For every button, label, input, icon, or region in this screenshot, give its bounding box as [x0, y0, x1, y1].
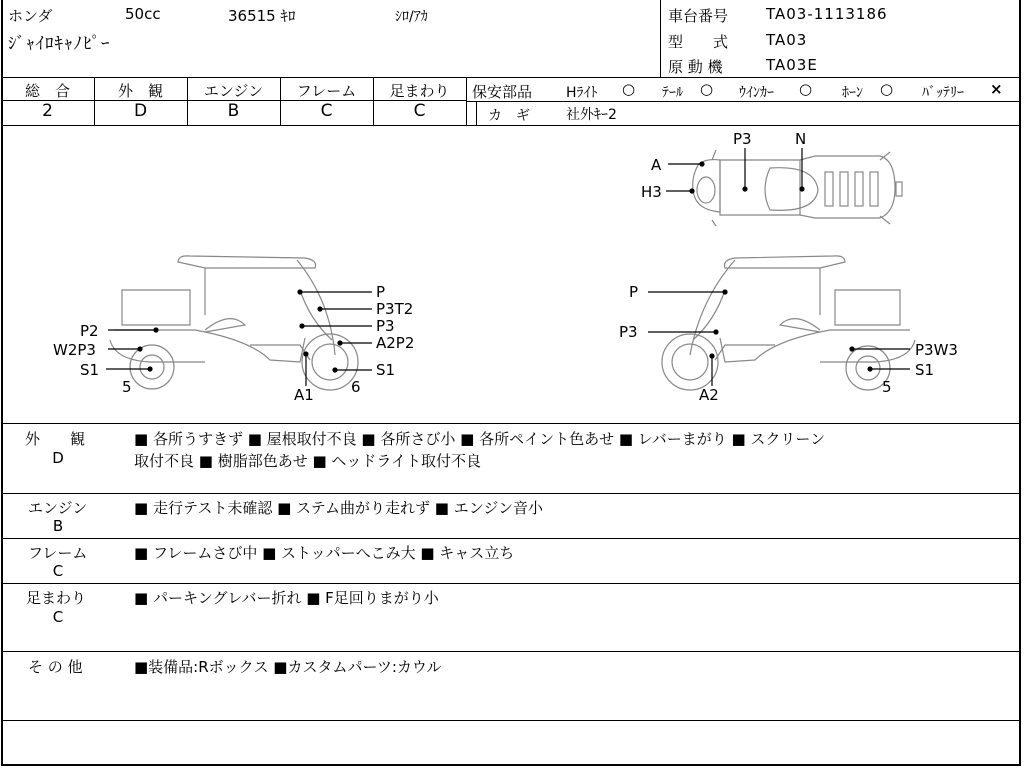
- label-top-p3: P3: [733, 130, 752, 148]
- displacement: 50cc: [125, 5, 161, 23]
- label-left-s1-front: S1: [376, 361, 396, 379]
- remark-engine-line1: ■ 走行テスト未確認 ■ ステム曲がり走れず ■ エンジン音小: [134, 499, 543, 517]
- right-side-view-scooter: [662, 256, 915, 390]
- key-value: 社外ｷｰ2: [566, 107, 617, 123]
- label-left-6: 6: [351, 378, 361, 396]
- grade-engine-label: エンジン: [203, 82, 264, 100]
- left-side-view-scooter: [110, 256, 358, 390]
- label-left-5: 5: [122, 378, 132, 396]
- engine-model: TA03E: [766, 56, 818, 74]
- grade-appearance-value: D: [133, 101, 148, 121]
- grade-suspension-label: 足まわり: [389, 82, 450, 100]
- remark-frame-line1: ■ フレームさび中 ■ ストッパーへこみ大 ■ キャス立ち: [134, 544, 515, 562]
- frame-no-label: 車台番号: [668, 7, 729, 25]
- safety-title: 保安部品: [472, 83, 533, 101]
- safety-tail-mark: ○: [700, 80, 714, 98]
- safety-headlight-mark: ○: [622, 80, 636, 98]
- type-label: 型 式: [668, 33, 729, 51]
- label-right-p3w3: P3W3: [915, 341, 958, 359]
- remark-engine-label: エンジン: [28, 499, 88, 517]
- label-top-h3: H3: [641, 183, 662, 201]
- safety-battery-label: ﾊﾞｯﾃﾘｰ: [922, 85, 964, 101]
- safety-headlight-label: Hﾗｲﾄ: [566, 85, 598, 101]
- remark-frame-grade: C: [52, 562, 64, 580]
- grade-appearance-label: 外 観: [117, 82, 163, 100]
- remark-suspension-line1: ■ パーキングレバー折れ ■ F足回りまがり小: [134, 589, 439, 607]
- grade-frame-value: C: [320, 101, 333, 121]
- remark-suspension-grade: C: [52, 608, 64, 626]
- safety-winker-mark: ○: [799, 80, 813, 98]
- label-left-w2p3: W2P3: [53, 341, 96, 359]
- top-view-scooter: [693, 150, 902, 226]
- label-left-p2: P2: [80, 322, 99, 340]
- remark-appearance-grade: D: [52, 449, 64, 467]
- mileage: 36515 ｷﾛ: [228, 7, 296, 25]
- label-left-s1-rear: S1: [80, 361, 100, 379]
- label-right-s1: S1: [915, 361, 935, 379]
- remark-frame-label: フレーム: [28, 544, 88, 562]
- label-left-a1: A1: [294, 386, 314, 404]
- label-right-p: P: [629, 283, 639, 301]
- grade-engine-value: B: [227, 101, 240, 121]
- label-right-a2: A2: [699, 386, 719, 404]
- color: ｼﾛ/ｱｶ: [395, 9, 428, 25]
- safety-winker-label: ｳｲﾝｶｰ: [739, 85, 774, 101]
- engine-label: 原 動 機: [668, 58, 723, 76]
- label-left-p3: P3: [376, 317, 395, 335]
- safety-horn-label: ﾎｰﾝ: [842, 85, 863, 101]
- grade-total-value: 2: [42, 101, 53, 121]
- type: TA03: [766, 31, 808, 49]
- frame-no: TA03-1113186: [766, 5, 888, 23]
- key-label: カ ギ: [488, 108, 530, 124]
- label-left-a2p2: A2P2: [376, 334, 415, 352]
- remark-other-line1: ■装備品:Rボックス ■カスタムパーツ:カウル: [134, 658, 442, 676]
- label-top-n: N: [795, 130, 807, 148]
- model-name: ｼﾞｬｲﾛｷｬﾉﾋﾟｰ: [8, 34, 111, 54]
- label-right-5: 5: [882, 378, 892, 396]
- remark-appearance-line1: ■ 各所うすきず ■ 屋根取付不良 ■ 各所さび小 ■ 各所ペイント色あせ ■ レバーまがり ■ スクリーン: [134, 430, 826, 448]
- remark-appearance-line2: 取付不良 ■ 樹脂部色あせ ■ ヘッドライト取付不良: [134, 452, 481, 470]
- label-right-p3: P3: [619, 323, 638, 341]
- remark-suspension-label: 足まわり: [26, 589, 87, 607]
- safety-horn-mark: ○: [880, 80, 894, 98]
- safety-tail-label: ﾃｰﾙ: [662, 85, 683, 101]
- label-left-p3t2: P3T2: [376, 300, 414, 318]
- grade-frame-label: フレーム: [296, 82, 357, 100]
- grade-suspension-value: C: [413, 101, 426, 121]
- label-left-p: P: [376, 283, 386, 301]
- label-top-a: A: [651, 156, 662, 174]
- safety-battery-mark: ×: [990, 80, 1003, 98]
- maker: ホンダ: [8, 7, 53, 25]
- remark-other-label: そ の 他: [28, 658, 83, 676]
- remark-engine-grade: B: [52, 517, 64, 535]
- grade-total-label: 総 合: [24, 82, 70, 100]
- remark-appearance-label: 外 観: [25, 430, 86, 448]
